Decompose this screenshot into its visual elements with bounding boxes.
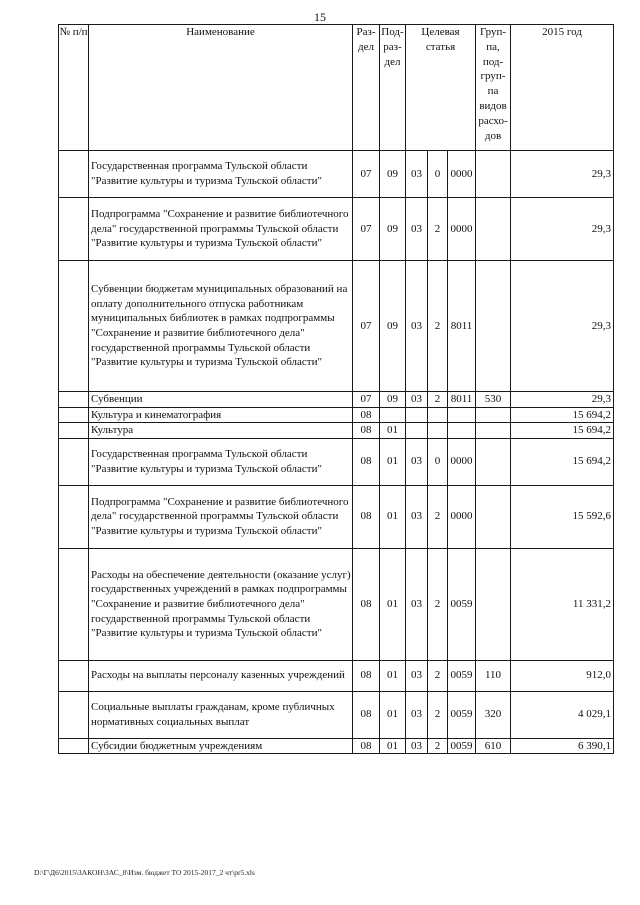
table-body <box>59 151 614 754</box>
row-subsection: 01 <box>380 423 406 439</box>
row-name: Субвенции бюджетам муниципальных образований на оплату дополнительного отпуска работникам муниципальных библиотек в рамках подпрограммы "Сохранение и развитие библиотечного дела" государственной программы Тульской области "Развитие культуры и туризма Тульской области" <box>89 261 353 392</box>
row-group <box>476 261 511 392</box>
row-target-program: 03 <box>406 691 428 738</box>
row-section: 08 <box>353 423 380 439</box>
row-target-program: 03 <box>406 485 428 548</box>
row-target-program: 03 <box>406 660 428 691</box>
row-section: 08 <box>353 660 380 691</box>
row-amount: 29,3 <box>511 198 614 261</box>
row-target-code: 0059 <box>448 660 476 691</box>
header-section: Раз- дел <box>353 25 380 151</box>
row-amount: 29,3 <box>511 151 614 198</box>
row-target-code: 0000 <box>448 485 476 548</box>
row-name: Расходы на выплаты персоналу казенных учреждений <box>89 660 353 691</box>
header-year: 2015 год <box>511 25 614 151</box>
budget-table <box>58 24 614 754</box>
row-num <box>59 691 89 738</box>
row-target-program <box>406 407 428 423</box>
row-amount: 29,3 <box>511 261 614 392</box>
row-num <box>59 261 89 392</box>
row-section: 08 <box>353 738 380 754</box>
row-name: Субсидии бюджетным учреждениям <box>89 738 353 754</box>
row-target-code: 8011 <box>448 392 476 408</box>
row-num <box>59 485 89 548</box>
row-group <box>476 407 511 423</box>
row-name: Расходы на обеспечение деятельности (оказание услуг) государственных учреждений в рамках подпрограммы "Сохранение и развитие библиотечного дела" государственной программы Тульской области "Развитие культуры и туризма Тульской области" <box>89 548 353 660</box>
row-name: Культура и кинематография <box>89 407 353 423</box>
row-target-code: 0059 <box>448 548 476 660</box>
row-section: 08 <box>353 438 380 485</box>
row-name: Государственная программа Тульской области "Развитие культуры и туризма Тульской области" <box>89 151 353 198</box>
table-row <box>59 660 614 691</box>
row-target-program: 03 <box>406 261 428 392</box>
row-group <box>476 198 511 261</box>
row-num <box>59 198 89 261</box>
row-amount: 4 029,1 <box>511 691 614 738</box>
row-subsection: 01 <box>380 438 406 485</box>
row-name: Субвенции <box>89 392 353 408</box>
row-amount: 15 694,2 <box>511 438 614 485</box>
row-amount: 15 694,2 <box>511 423 614 439</box>
row-target-program: 03 <box>406 548 428 660</box>
row-target-subprogram: 2 <box>428 261 448 392</box>
row-amount: 15 694,2 <box>511 407 614 423</box>
header-group: Груп- па, под- груп- па видов расхо- дов <box>476 25 511 151</box>
row-group <box>476 423 511 439</box>
row-subsection: 09 <box>380 151 406 198</box>
row-target-subprogram: 0 <box>428 438 448 485</box>
row-num <box>59 151 89 198</box>
row-name: Социальные выплаты гражданам, кроме публичных нормативных социальных выплат <box>89 691 353 738</box>
row-subsection: 09 <box>380 198 406 261</box>
row-section: 07 <box>353 392 380 408</box>
row-num <box>59 548 89 660</box>
row-target-code <box>448 423 476 439</box>
row-target-code: 0059 <box>448 738 476 754</box>
row-amount: 912,0 <box>511 660 614 691</box>
table-row <box>59 392 614 408</box>
row-subsection: 01 <box>380 691 406 738</box>
header-subsection: Под- раз- дел <box>380 25 406 151</box>
row-target-subprogram: 0 <box>428 151 448 198</box>
row-name: Подпрограмма "Сохранение и развитие библиотечного дела" государственной программы Тульской области "Развитие культуры и туризма Тульской области" <box>89 485 353 548</box>
row-name: Культура <box>89 423 353 439</box>
table-row <box>59 485 614 548</box>
row-target-subprogram: 2 <box>428 660 448 691</box>
row-group <box>476 438 511 485</box>
table-row <box>59 548 614 660</box>
row-subsection: 01 <box>380 548 406 660</box>
row-subsection: 01 <box>380 738 406 754</box>
row-name: Государственная программа Тульской области "Развитие культуры и туризма Тульской области" <box>89 438 353 485</box>
file-path-footer: D:\Г\Д6\2015\ЗАКОН\ЗАС_8\Изм. бюджет ТО 2015-2017_2 чт\pr5.xls <box>34 868 255 877</box>
table-row <box>59 423 614 439</box>
row-section: 08 <box>353 548 380 660</box>
row-group: 110 <box>476 660 511 691</box>
row-target-code: 8011 <box>448 261 476 392</box>
row-target-program <box>406 423 428 439</box>
row-num <box>59 407 89 423</box>
row-section: 07 <box>353 261 380 392</box>
header-num: № п/п <box>59 25 89 151</box>
row-amount: 15 592,6 <box>511 485 614 548</box>
row-section: 08 <box>353 485 380 548</box>
row-group <box>476 548 511 660</box>
row-target-code: 0000 <box>448 438 476 485</box>
row-group: 320 <box>476 691 511 738</box>
row-target-subprogram: 2 <box>428 485 448 548</box>
row-target-subprogram: 2 <box>428 198 448 261</box>
row-target-subprogram: 2 <box>428 548 448 660</box>
row-target-program: 03 <box>406 151 428 198</box>
header-target: Целевая статья <box>406 25 476 151</box>
row-num <box>59 438 89 485</box>
row-target-subprogram: 2 <box>428 738 448 754</box>
page-number: 15 <box>314 10 326 24</box>
row-num <box>59 738 89 754</box>
row-target-code: 0000 <box>448 151 476 198</box>
row-subsection: 09 <box>380 261 406 392</box>
row-group <box>476 151 511 198</box>
row-num <box>59 660 89 691</box>
row-section: 08 <box>353 407 380 423</box>
row-target-subprogram <box>428 407 448 423</box>
row-target-program: 03 <box>406 392 428 408</box>
row-target-program: 03 <box>406 438 428 485</box>
table-row <box>59 738 614 754</box>
row-section: 08 <box>353 691 380 738</box>
table-row <box>59 407 614 423</box>
row-target-subprogram: 2 <box>428 691 448 738</box>
row-subsection: 01 <box>380 485 406 548</box>
table-header-row <box>59 25 614 151</box>
row-subsection: 01 <box>380 660 406 691</box>
row-target-subprogram <box>428 423 448 439</box>
row-amount: 29,3 <box>511 392 614 408</box>
row-subsection <box>380 407 406 423</box>
row-target-code: 0059 <box>448 691 476 738</box>
row-subsection: 09 <box>380 392 406 408</box>
row-group <box>476 485 511 548</box>
row-section: 07 <box>353 198 380 261</box>
row-group: 610 <box>476 738 511 754</box>
row-num <box>59 423 89 439</box>
table-row <box>59 691 614 738</box>
row-group: 530 <box>476 392 511 408</box>
row-target-program: 03 <box>406 738 428 754</box>
row-target-subprogram: 2 <box>428 392 448 408</box>
row-target-code: 0000 <box>448 198 476 261</box>
row-section: 07 <box>353 151 380 198</box>
table-row <box>59 261 614 392</box>
row-amount: 11 331,2 <box>511 548 614 660</box>
row-num <box>59 392 89 408</box>
row-name: Подпрограмма "Сохранение и развитие библиотечного дела" государственной программы Тульской области "Развитие культуры и туризма Тульской области" <box>89 198 353 261</box>
row-target-program: 03 <box>406 198 428 261</box>
table-row <box>59 438 614 485</box>
table-row <box>59 198 614 261</box>
row-amount: 6 390,1 <box>511 738 614 754</box>
table-row <box>59 151 614 198</box>
row-target-code <box>448 407 476 423</box>
header-name: Наименование <box>89 25 353 151</box>
